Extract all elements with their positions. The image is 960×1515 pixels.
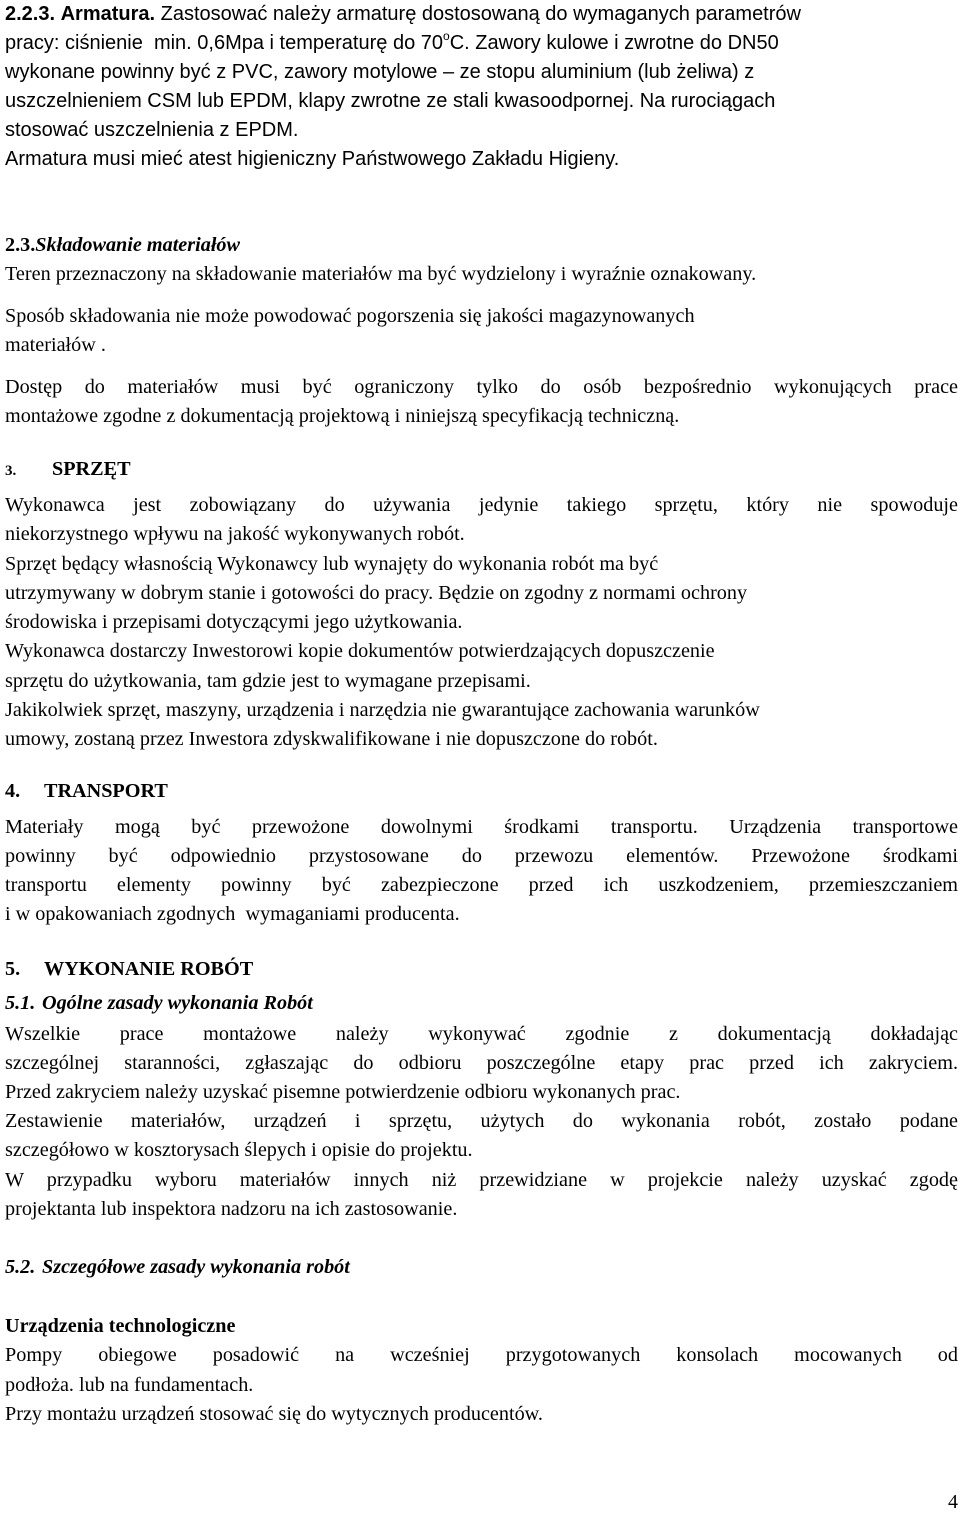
section-number: 4. [5,780,21,802]
section-4-line-3: transportu elementy powinny być zabezpieczone przed ich uszkodzeniem, przemieszczaniem [5,874,958,896]
section-2-3-paragraph-3-line-2: montażowe zgodne z dokumentacją projektową i niniejszą specyfikacją techniczną. [5,405,680,427]
section-3-line-6: Wykonawca dostarczy Inwestorowi kopie dokumentów potwierdzających dopuszczenie [5,640,715,662]
section-title: WYKONANIE ROBÓT [44,958,254,980]
section-3-line-5: środowiska i przepisami dotyczącymi jego użytkowania. [5,611,463,633]
section-4-line-4: i w opakowaniach zgodnych wymaganiami producenta. [5,903,460,925]
section-5-1-line-4: Zestawienie materiałów, urządzeń i sprzętu, użytych do wykonania robót, zostało podane [5,1110,958,1132]
section-number: 2.2.3. [5,3,56,25]
section-2-3-paragraph-2-line-2: materiałów . [5,334,106,356]
section-2-3-heading [5,233,240,257]
section-2-2-3-line-3: wykonane powinny być z PVC, zawory motylowe – ze stopu aluminium (lub żeliwa) z [5,61,755,83]
section-5-1-line-5: szczegółowo w kosztorysach ślepych i opisie do projektu. [5,1139,473,1161]
section-number: 2.3. [5,234,36,256]
section-5-1-line-6: W przypadku wyboru materiałów innych niż przewidziane w projekcie należy uzyskać zgodę [5,1169,958,1191]
section-number: 3. [5,463,17,479]
section-5-1-line-1: Wszelkie prace montażowe należy wykonywać zgodnie z dokumentacją dokładając [5,1023,958,1045]
section-4-heading [5,779,168,803]
section-title: Szczegółowe zasady wykonania robót [42,1256,350,1278]
section-number: 5.1. [5,992,36,1014]
section-3-line-4: utrzymywany w dobrym stanie i gotowości do pracy. Będzie on zgodny z normami ochrony [5,582,748,604]
section-title: Ogólne zasady wykonania Robót [42,992,313,1014]
section-3-heading [5,457,131,483]
section-3-line-8: Jakikolwiek sprzęt, maszyny, urządzenia i narzędzia nie gwarantujące zachowania warunków [5,699,760,721]
section-5-2-heading [5,1255,350,1279]
section-title: TRANSPORT [44,780,168,802]
subsection-heading: Urządzenia technologiczne [5,1315,236,1337]
subsection-line-1: Pompy obiegowe posadowić na wcześniej przygotowanych konsolach mocowanych od [5,1344,958,1366]
section-3-line-7: sprzętu do użytkowania, tam gdzie jest to wymagane przepisami. [5,670,531,692]
section-3-line-9: umowy, zostaną przez Inwestora zdyskwalifikowane i nie dopuszczone do robót. [5,728,658,750]
section-2-2-3-line-6: Armatura musi mieć atest higieniczny Państwowego Zakładu Higieny. [5,148,620,170]
section-5-1-line-2: szczególnej staranności, zgłaszając do odbioru poszczególne etapy prac przed ich zakryciem. [5,1052,958,1074]
section-3-line-3: Sprzęt będący własnością Wykonawcy lub wynajęty do wykonania robót ma być [5,553,659,575]
section-2-3-paragraph-1: Teren przeznaczony na składowanie materiałów ma być wydzielony i wyraźnie oznakowany. [5,263,757,285]
section-2-3-paragraph-3-line-1: Dostęp do materiałów musi być ograniczony tylko do osób bezpośrednio wykonujących prace [5,376,958,398]
subsection-line-2: podłoża. lub na fundamentach. [5,1374,254,1396]
section-2-2-3-line-4: uszczelnieniem CSM lub EPDM, klapy zwrotne ze stali kwasoodpornej. Na rurociągach [5,90,776,112]
section-4-line-2: powinny być odpowiednio przystosowane do przewozu elementów. Przewożone środkami [5,845,958,867]
body-text: pracy: ciśnienie min. 0,6Mpa i temperaturę do 70 [5,32,443,54]
section-5-1-line-7: projektanta lub inspektora nadzoru na ich zastosowanie. [5,1198,458,1220]
body-text: C. Zawory kulowe i zwrotne do DN50 [449,32,779,54]
section-title: SPRZĘT [52,458,131,480]
section-5-1-heading [5,991,313,1015]
section-number: 5.2. [5,1256,36,1278]
section-3-line-2: niekorzystnego wpływu na jakość wykonywanych robót. [5,523,465,545]
degree-superscript: o [443,29,450,43]
section-5-1-line-3: Przed zakryciem należy uzyskać pisemne potwierdzenie odbioru wykonanych prac. [5,1081,681,1103]
section-number: 5. [5,958,21,980]
page-number: 4 [948,1491,958,1513]
section-title: Armatura. [60,3,156,25]
section-3-line-1: Wykonawca jest zobowiązany do używania jedynie takiego sprzętu, który nie spowoduje [5,494,958,516]
body-text: Zastosować należy armaturę dostosowaną do wymaganych parametrów [160,3,801,25]
section-2-3-paragraph-2-line-1: Sposób składowania nie może powodować pogorszenia się jakości magazynowanych [5,305,695,327]
section-2-2-3-line-5: stosować uszczelnienia z EPDM. [5,119,299,141]
section-4-line-1: Materiały mogą być przewożone dowolnymi środkami transportu. Urządzenia transportowe [5,816,958,838]
section-2-2-3-line-2 [5,31,779,55]
section-5-heading [5,957,253,981]
section-2-2-3-line-1 [5,2,801,26]
subsection-line-3: Przy montażu urządzeń stosować się do wytycznych producentów. [5,1403,543,1425]
section-title: Składowanie materiałów [35,234,240,256]
